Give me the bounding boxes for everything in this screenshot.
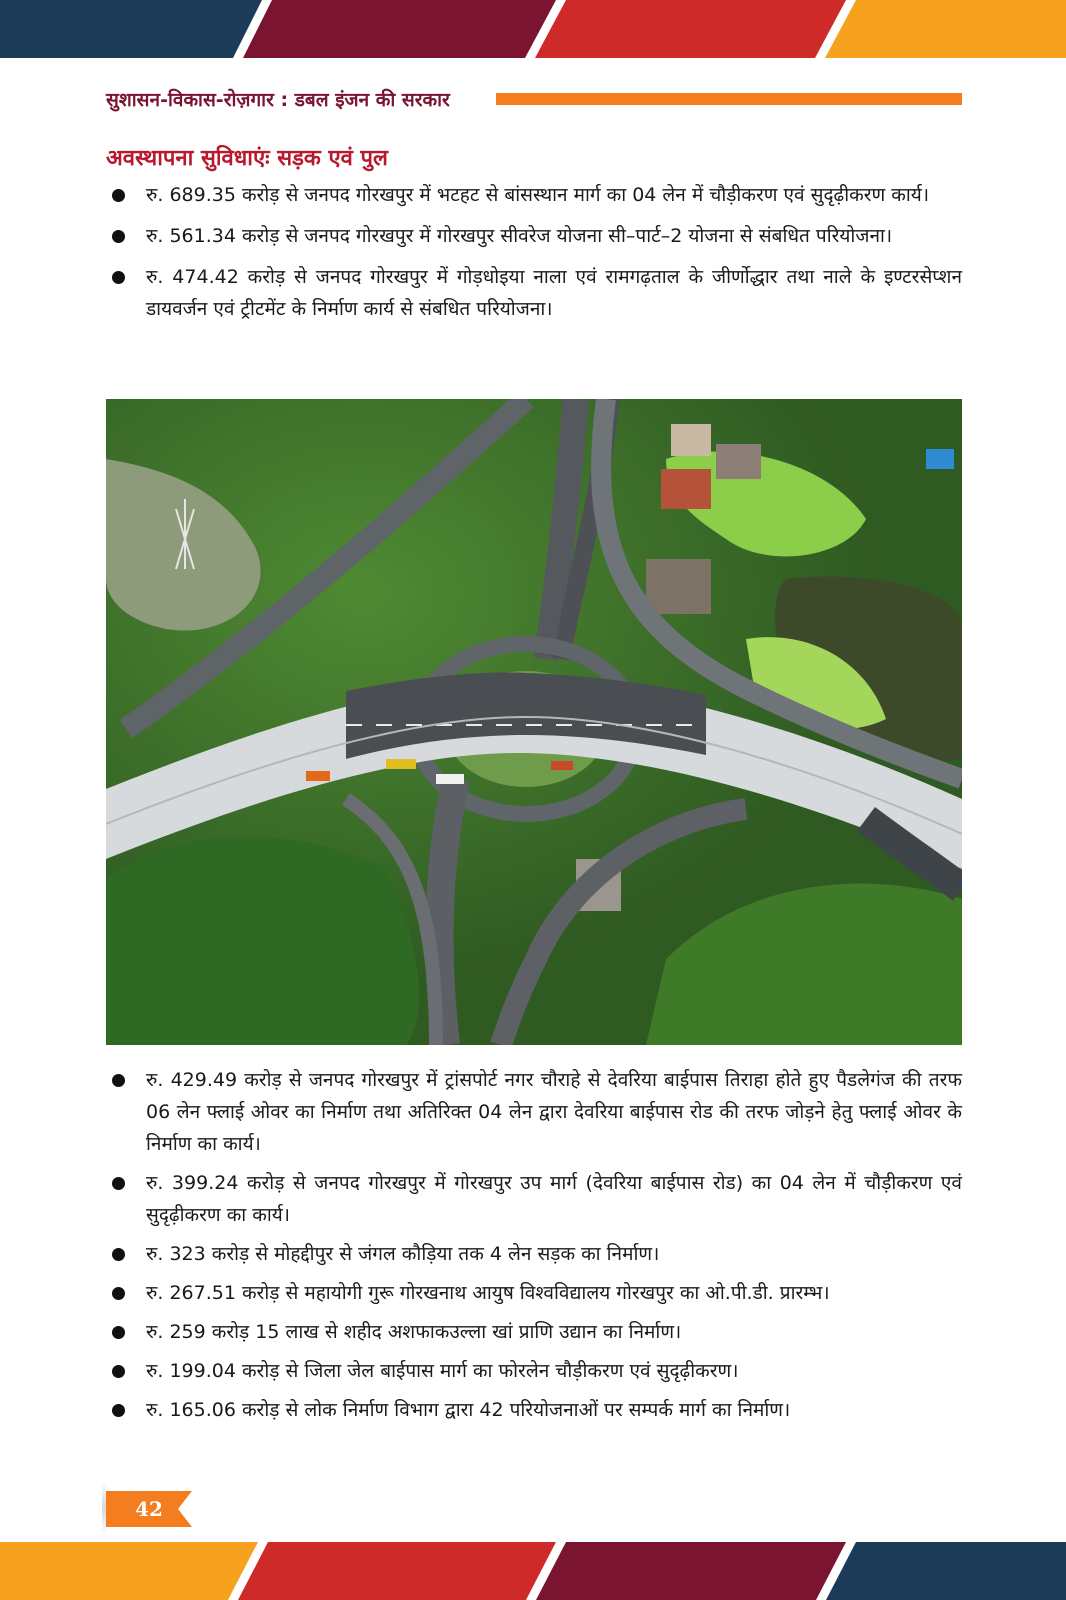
header-rule (496, 93, 962, 105)
list-item: रु. 165.06 करोड़ से लोक निर्माण विभाग द्वारा 42 परियोजनाओं पर सम्पर्क मार्ग का निर्माण। (106, 1394, 962, 1426)
list-item: रु. 323 करोड़ से मोहद्दीपुर से जंगल कौड़िया तक 4 लेन सड़क का निर्माण। (106, 1238, 962, 1270)
page-number-tab (106, 1491, 192, 1527)
list-item: रु. 399.24 करोड़ से जनपद गोरखपुर में गोरखपुर उप मार्ग (देवरिया बाईपास रोड) का 04 लेन में चौड़ीकरण एवं सुदृढ़ीकरण का कार्य। (106, 1167, 962, 1231)
list-item: रु. 474.42 करोड़ से जनपद गोरखपुर में गोड़धोइया नाला एवं रामगढ़ताल के जीर्णोद्धार तथा नाले के इण्टरसेप्शन डायवर्जन एवं ट्रीटमेंट के निर्माण कार्य से संबधित परियोजना। (106, 261, 962, 325)
flyover-aerial-photo (106, 399, 962, 1045)
top-color-band (0, 0, 1066, 58)
page-number: 42 (135, 1497, 163, 1521)
list-item: रु. 429.49 करोड़ से जनपद गोरखपुर में ट्रांसपोर्ट नगर चौराहे से देवरिया बाईपास तिराहा होते हुए पैडलेगंज की तरफ 06 लेन फ्लाई ओवर का निर्माण तथा अतिरिक्त 04 लेन द्वारा देवरिया बाईपास रोड की तरफ जोड़ने हेतु फ्लाई ओवर के निर्माण का कार्य। (106, 1064, 962, 1160)
list-item: रु. 199.04 करोड़ से जिला जेल बाईपास मार्ग का फोरलेन चौड़ीकरण एवं सुदृढ़ीकरण। (106, 1355, 962, 1387)
bullet-list-top (106, 179, 962, 334)
section-title: अवस्थापना सुविधाएंः सड़क एवं पुल (106, 146, 388, 171)
list-item: रु. 259 करोड़ 15 लाख से शहीद अशफाकउल्ला खां प्राणि उद्यान का निर्माण। (106, 1316, 962, 1348)
bullet-list-bottom (106, 1064, 962, 1433)
header-title: सुशासन-विकास-रोज़गार : डबल इंजन की सरकार (106, 89, 450, 111)
list-item: रु. 689.35 करोड़ से जनपद गोरखपुर में भटहट से बांसस्थान मार्ग का 04 लेन में चौड़ीकरण एवं सुदृढ़ीकरण कार्य। (106, 179, 962, 211)
list-item: रु. 561.34 करोड़ से जनपद गोरखपुर में गोरखपुर सीवरेज योजना सी–पार्ट–2 योजना से संबधित परियोजना। (106, 220, 962, 252)
bottom-color-band (0, 1542, 1066, 1600)
list-item: रु. 267.51 करोड़ से महायोगी गुरू गोरखनाथ आयुष विश्वविद्यालय गोरखपुर का ओ.पी.डी. प्रारम्भ। (106, 1277, 962, 1309)
